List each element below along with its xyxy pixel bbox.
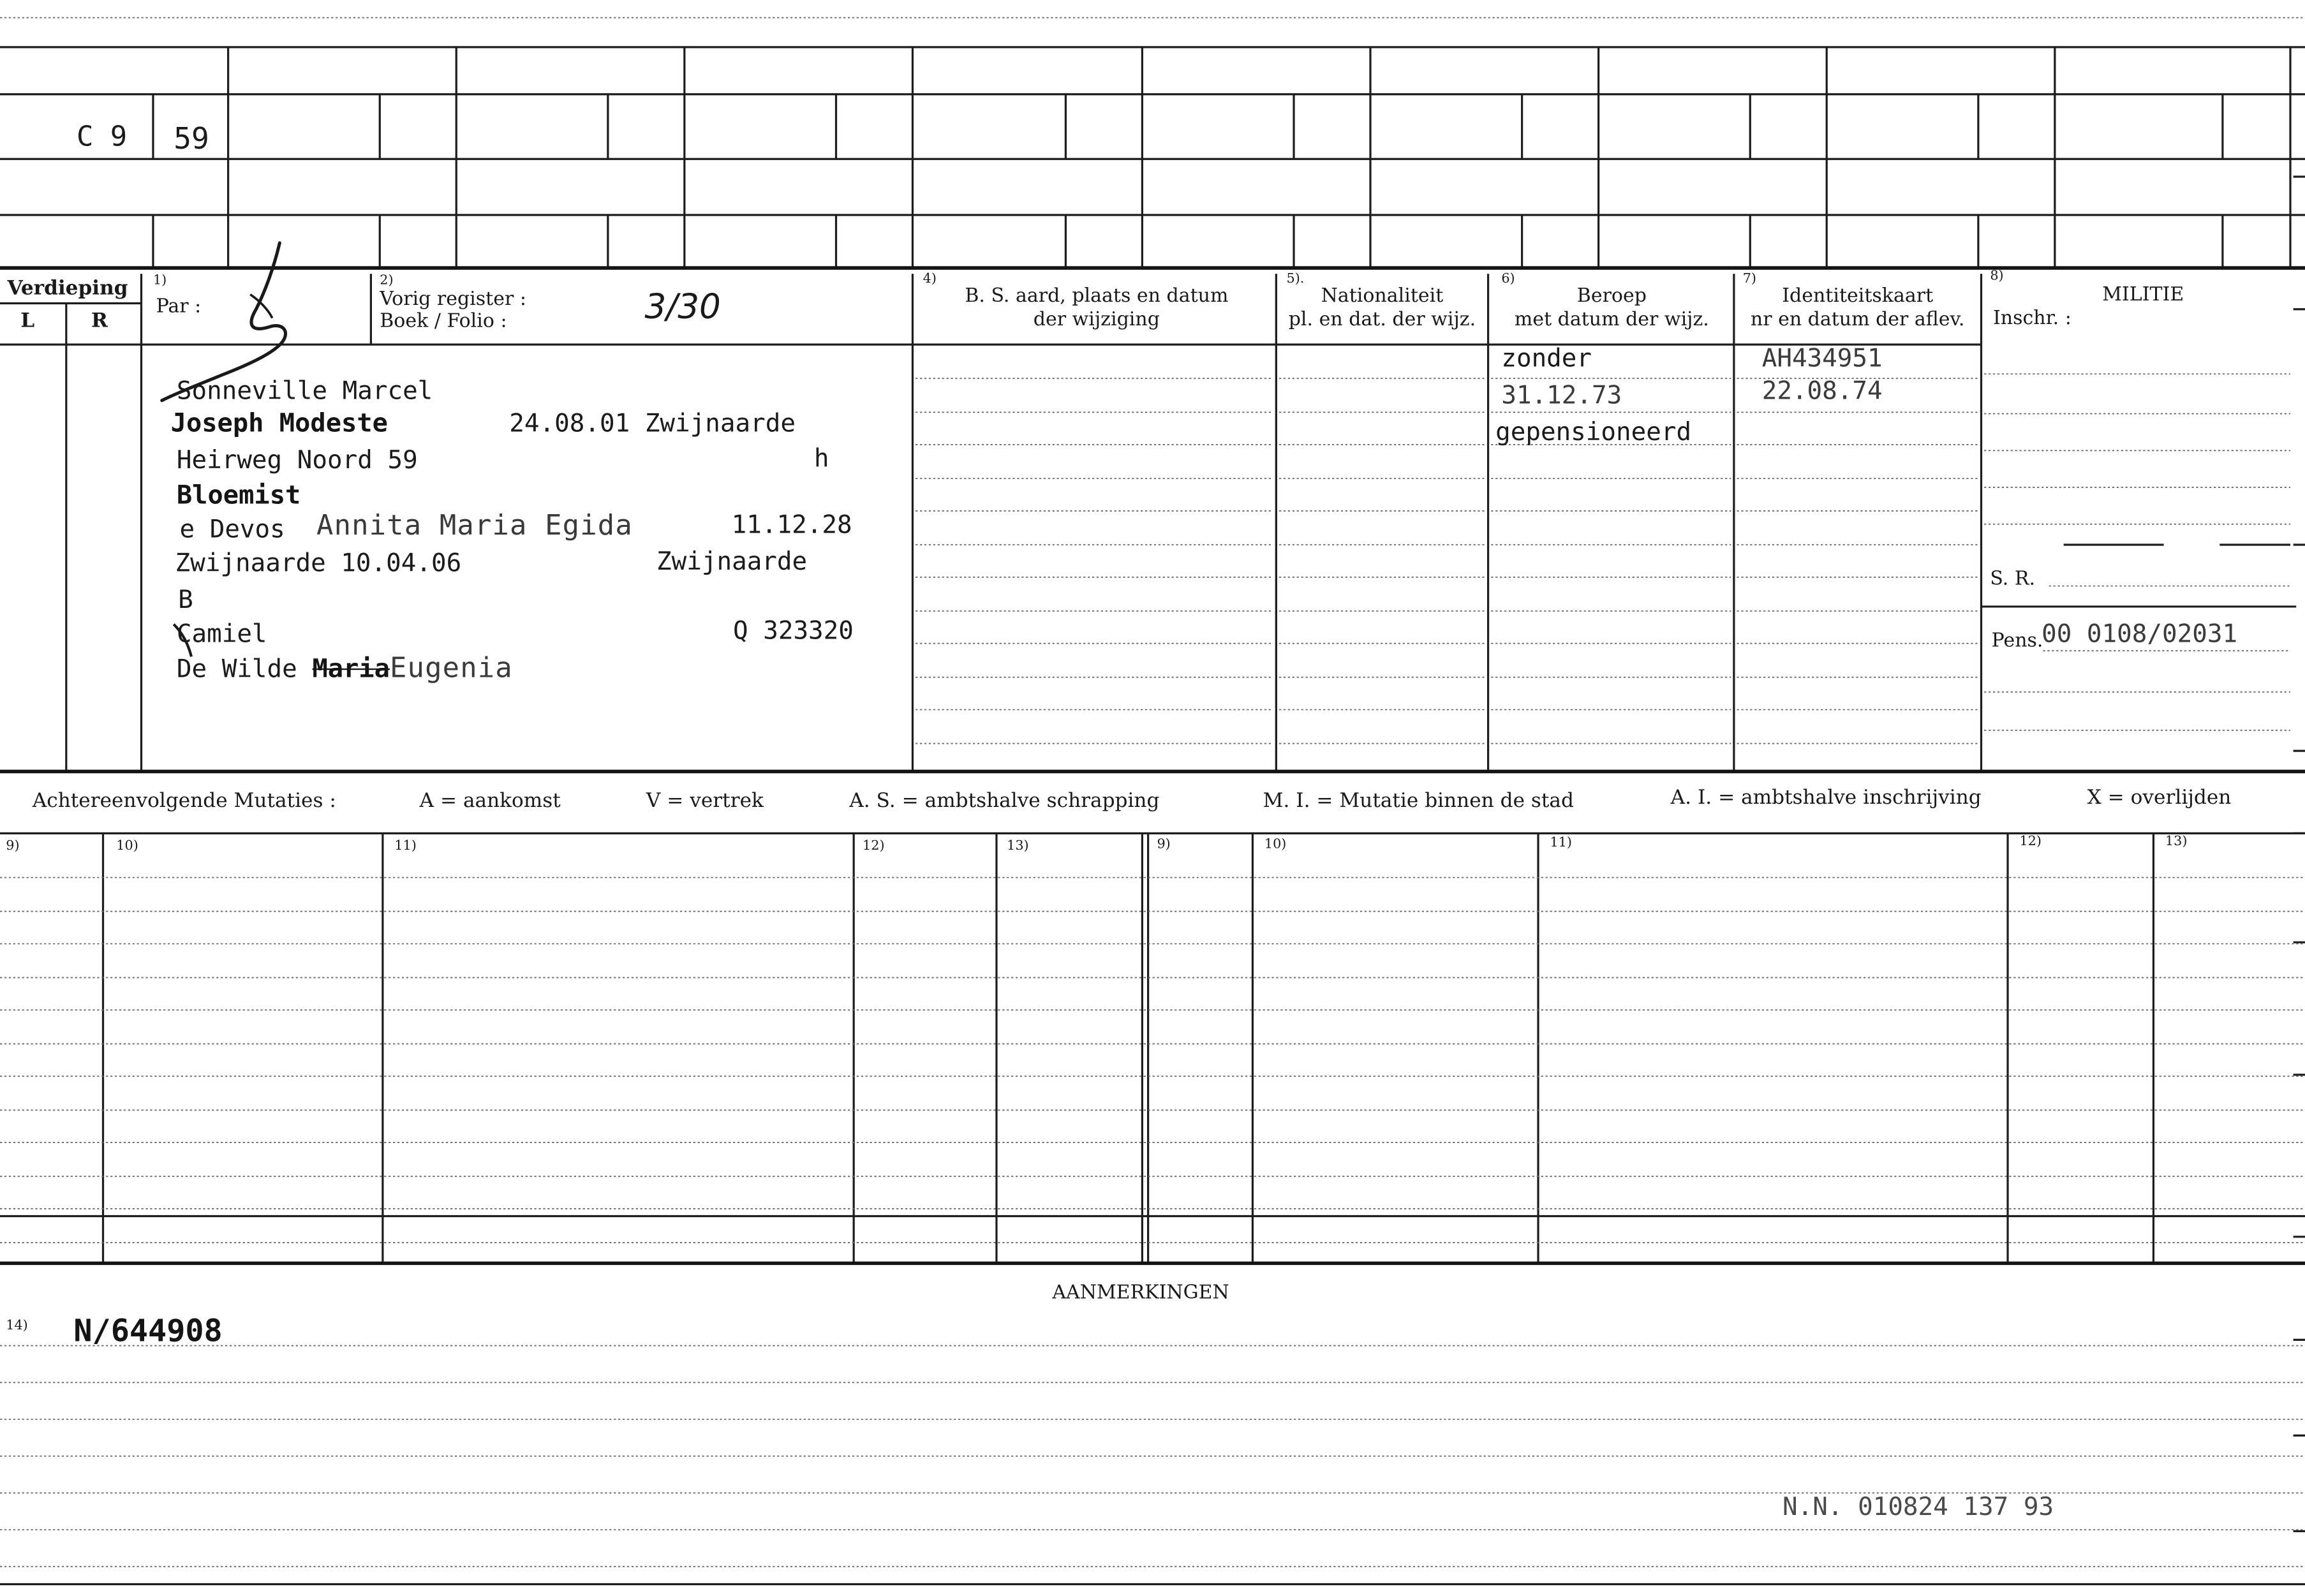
militie-label: MILITIE [2102, 284, 2184, 307]
folio-value: 3/30 [644, 288, 721, 327]
mutation-col-11: 11) [394, 839, 417, 854]
national-number: N.N. 010824 137 93 [1782, 1493, 2054, 1523]
mutatie-legend-vertrek: V = vertrek [646, 789, 764, 813]
field-number-1: 1) [152, 274, 167, 289]
verdieping-r-label: R [91, 309, 108, 333]
person-place-date-line: Zwijnaarde 10.04.06 [175, 549, 462, 579]
field-number-14: 14) [6, 1319, 28, 1334]
mother-name [176, 652, 513, 685]
father-name: Camiel [176, 619, 267, 649]
person-name-line2: Joseph Modeste [170, 409, 388, 439]
vorig-register-label: Vorig register : [380, 288, 526, 311]
mutatie-legend-schrapping: A. S. = ambtshalve schrapping [849, 789, 1160, 813]
mutation-col-13b: 13) [2165, 834, 2188, 850]
mutation-col-9b: 9) [1157, 838, 1171, 853]
mutaties-title: Achtereenvolgende Mutaties : [32, 789, 336, 813]
beroep-label-line1: Beroep [1576, 285, 1647, 308]
register-code-right: 59 [174, 121, 209, 156]
field-number-6: 6) [1501, 272, 1515, 288]
mutatie-legend-binnen-stad: M. I. = Mutatie binnen de stad [1263, 789, 1574, 813]
verdieping-l-label: L [20, 309, 35, 333]
aanmerking-number: N/644908 [73, 1313, 223, 1349]
verdieping-label: Verdieping [7, 276, 128, 300]
person-name-line1: Sonneville Marcel [176, 376, 433, 407]
sr-label: S. R. [1990, 568, 2036, 591]
identity-card-date: 22.08.74 [1761, 376, 1883, 407]
register-code-left: C 9 [76, 121, 128, 154]
mutatie-legend-inschrijving: A. I. = ambtshalve inschrijving [1670, 786, 1982, 810]
aanmerkingen-title: AANMERKINGEN [1052, 1282, 1229, 1304]
boek-folio-label: Boek / Folio : [380, 311, 507, 333]
identity-card-number: AH434951 [1761, 344, 1883, 374]
person-address-mark: h [813, 445, 829, 475]
beroep-value-1: zonder [1501, 344, 1592, 374]
field-number-5: 5). [1286, 272, 1305, 288]
mutation-col-13: 13) [1007, 839, 1029, 854]
spouse-prefix: e Devos [179, 515, 285, 545]
beroep-value-2: gepensioneerd [1495, 418, 1692, 448]
bs-label-line2: der wijziging [1033, 309, 1160, 332]
spouse-name: Annita Maria Egida [316, 509, 633, 542]
field-number-4: 4) [923, 272, 937, 288]
beroep-date: 31.12.73 [1501, 381, 1622, 411]
inschr-label: Inschr. : [1992, 307, 2072, 330]
mother-name-struck: Maria [312, 655, 390, 685]
identiteitskaart-label-line2: nr en datum der aflev. [1750, 309, 1965, 332]
identiteitskaart-label-line1: Identiteitskaart [1782, 285, 1934, 308]
mutation-col-12b: 12) [2019, 834, 2042, 850]
person-place-right: Zwijnaarde [656, 547, 808, 577]
pension-number: 00 0108/02031 [2042, 619, 2238, 649]
mutatie-legend-aankomst: A = aankomst [419, 789, 561, 813]
person-nationality-code: B [178, 586, 193, 616]
record-number: Q 323320 [732, 617, 854, 647]
bs-label-line1: B. S. aard, plaats en datum [965, 285, 1229, 308]
mother-surname: De Wilde [176, 655, 297, 685]
mother-firstname: Eugenia [390, 652, 513, 685]
person-birth-date-place: 24.08.01 Zwijnaarde [509, 409, 796, 439]
spouse-birth-date: 11.12.28 [731, 510, 852, 541]
mutation-col-10: 10) [116, 839, 138, 854]
field-number-2: 2) [380, 274, 394, 289]
field-number-7: 7) [1742, 272, 1757, 288]
mutation-col-11b: 11) [1550, 836, 1573, 852]
par-label: Par : [156, 295, 202, 318]
field-number-8: 8) [1990, 269, 2004, 284]
pens-label: Pens. [1991, 630, 2043, 653]
person-address: Heirweg Noord 59 [176, 446, 418, 476]
mutation-col-10b: 10) [1264, 838, 1287, 853]
mutatie-legend-overlijden: X = overlijden [2087, 786, 2232, 810]
person-occupation: Bloemist [176, 481, 301, 511]
nationaliteit-label-line1: Nationaliteit [1321, 285, 1444, 308]
beroep-label-line2: met datum der wijz. [1514, 309, 1709, 332]
mutation-col-9: 9) [6, 839, 20, 854]
nationaliteit-label-line2: pl. en dat. der wijz. [1288, 309, 1476, 332]
mutation-col-12: 12) [863, 839, 885, 854]
